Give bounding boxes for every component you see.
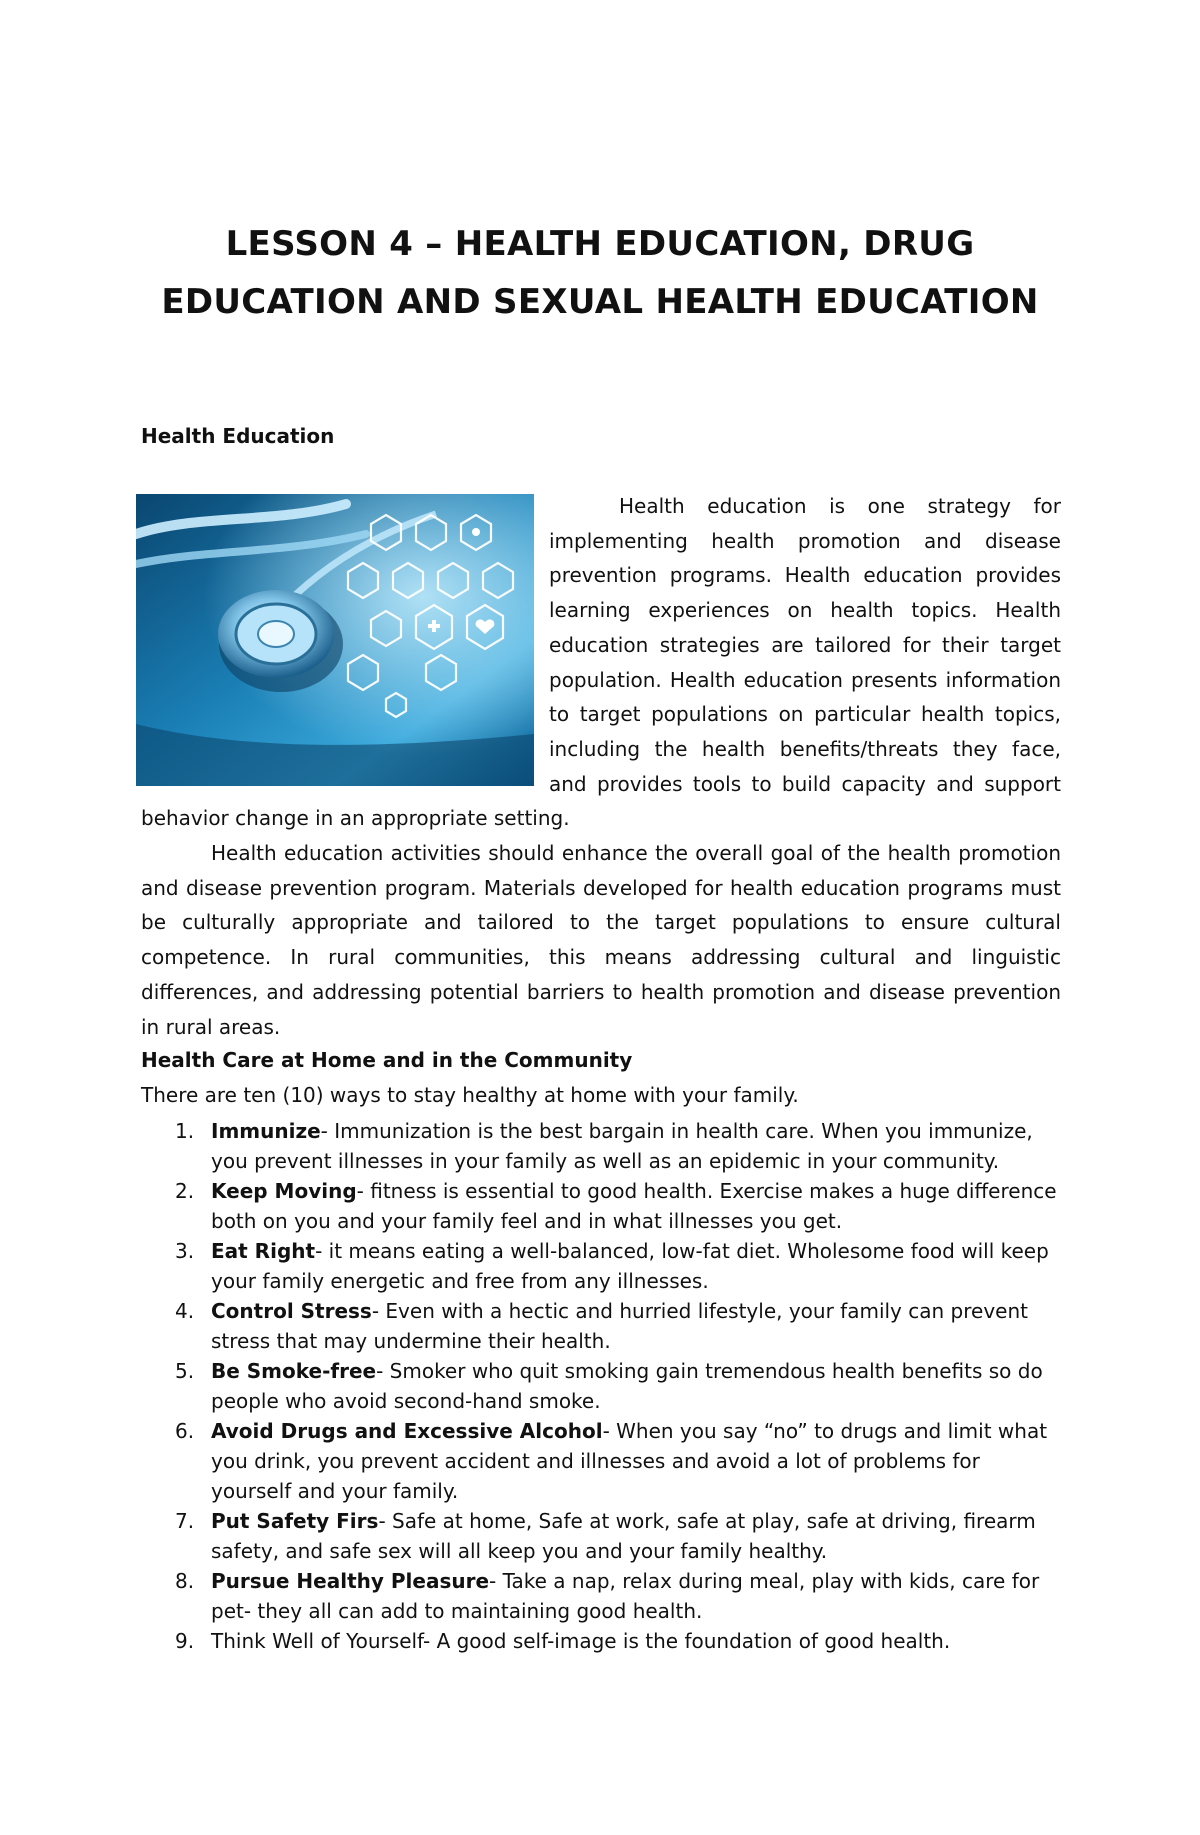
list-item-term: Put Safety Firs	[211, 1509, 379, 1533]
list-item	[141, 1296, 1061, 1356]
list-item	[141, 1236, 1061, 1296]
health-care-intro: There are ten (10) ways to stay healthy at home with your family.	[141, 1083, 799, 1107]
list-item-text: - Take a nap, relax during meal, play with kids, care for pet- they all can add to maintaining good health.	[211, 1569, 1040, 1623]
list-item-term: Control Stress	[211, 1299, 372, 1323]
list-item-number: 1.	[175, 1119, 195, 1143]
list-item-text: - When you say “no” to drugs and limit what you drink, you prevent accident and illnesses and avoid a lot of problems for yourself and your family.	[211, 1419, 1048, 1503]
lesson-title-line-2: EDUCATION AND SEXUAL HEALTH EDUCATION	[161, 282, 1039, 322]
list-item-text: - it means eating a well-balanced, low-fat diet. Wholesome food will keep your family energetic and free from any illnesses.	[211, 1239, 1049, 1293]
list-item	[141, 1566, 1061, 1626]
lesson-title-line-1: LESSON 4 – HEALTH EDUCATION, DRUG	[225, 224, 975, 264]
health-education-text	[141, 489, 1061, 1044]
health-education-paragraph-1: Health education is one strategy for implementing health promotion and disease prevention programs. Health education provides learning experiences on health topics. Health education strategies are tailored for their target population. Health education presents information to target populations on particular health topics, including the health benefits/threats they face, and provides tools to build capacity and support behavior change in an appropriate setting.	[141, 494, 1061, 831]
section-heading-health-education: Health Education	[141, 424, 335, 448]
list-item-number: 6.	[175, 1419, 195, 1443]
lesson-title	[100, 215, 1100, 331]
list-item-text: - fitness is essential to good health. Exercise makes a huge difference both on you and your family feel and in what illnesses you get.	[211, 1179, 1057, 1233]
list-item	[141, 1416, 1061, 1506]
list-item-text: - Smoker who quit smoking gain tremendous health benefits so do people who avoid second-hand smoke.	[211, 1359, 1043, 1413]
list-item-term: Keep Moving	[211, 1179, 357, 1203]
list-item-text: Think Well of Yourself- A good self-image is the foundation of good health.	[211, 1629, 951, 1653]
list-item-number: 4.	[175, 1299, 195, 1323]
list-item	[141, 1116, 1061, 1176]
list-item	[141, 1506, 1061, 1566]
list-item-number: 9.	[175, 1629, 195, 1653]
list-item-term: Pursue Healthy Pleasure	[211, 1569, 490, 1593]
list-item-text: - Immunization is the best bargain in health care. When you immunize, you prevent illnesses in your family as well as an epidemic in your community.	[211, 1119, 1033, 1173]
section-heading-health-care: Health Care at Home and in the Community	[141, 1048, 633, 1072]
list-item-number: 7.	[175, 1509, 195, 1533]
list-item-text: - Safe at home, Safe at work, safe at play, safe at driving, firearm safety, and safe sex will all keep you and your family healthy.	[211, 1509, 1036, 1563]
list-item	[141, 1626, 1061, 1656]
list-item-term: Be Smoke-free	[211, 1359, 377, 1383]
list-item-number: 8.	[175, 1569, 195, 1593]
image-wrap-spacer	[141, 489, 549, 793]
health-education-paragraph-2: Health education activities should enhance the overall goal of the health promotion and disease prevention program. Materials developed for health education programs must be culturally appropriate and tailored to the target populations to ensure cultural competence. In rural communities, this means addressing cultural and linguistic differences, and addressing potential barriers to health promotion and disease prevention in rural areas.	[141, 841, 1061, 1039]
list-item-term: Immunize	[211, 1119, 321, 1143]
ways-to-stay-healthy-list	[141, 1116, 1061, 1656]
list-item-term: Eat Right	[211, 1239, 316, 1263]
list-item-number: 5.	[175, 1359, 195, 1383]
list-item-text: - Even with a hectic and hurried lifestyle, your family can prevent stress that may undermine their health.	[211, 1299, 1028, 1353]
list-item	[141, 1176, 1061, 1236]
list-item	[141, 1356, 1061, 1416]
list-item-term: Avoid Drugs and Excessive Alcohol	[211, 1419, 603, 1443]
list-item-number: 3.	[175, 1239, 195, 1263]
list-item-number: 2.	[175, 1179, 195, 1203]
